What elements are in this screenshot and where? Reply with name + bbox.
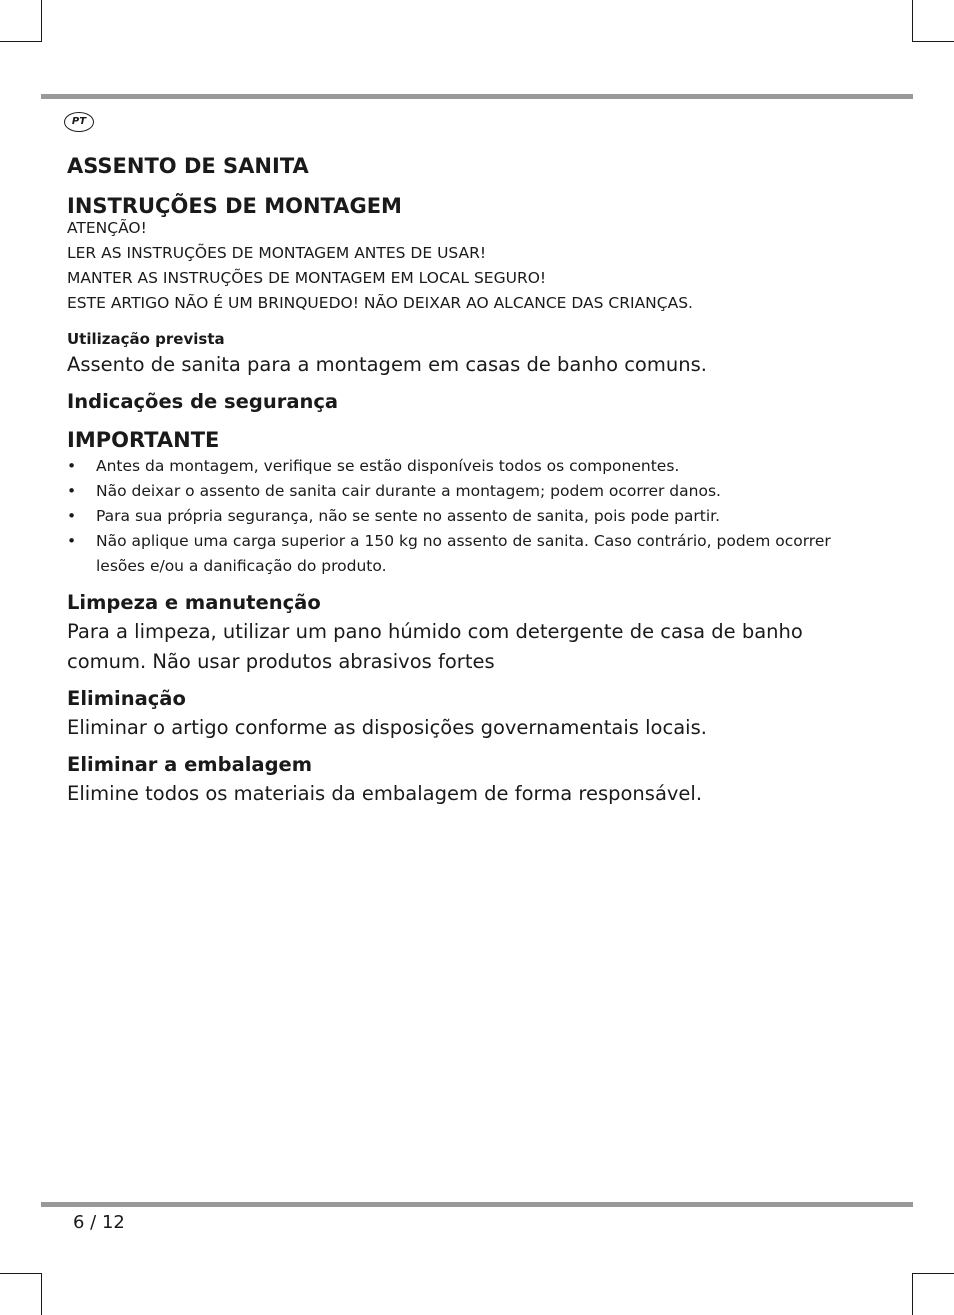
intended-use-text: Assento de sanita para a montagem em casas de banho comuns. [67,353,707,376]
crop-mark-bottom-left-h [0,1273,42,1274]
product-title: ASSENTO DE SANITA [67,154,309,178]
warning-line: MANTER AS INSTRUÇÕES DE MONTAGEM EM LOCAL SEGURO! [67,269,547,287]
warning-line: ATENÇÃO! [67,219,147,237]
crop-mark-bottom-right-v [912,1273,913,1315]
crop-mark-bottom-left-v [41,1273,42,1315]
safety-list [67,454,867,579]
safety-heading: Indicações de segurança [67,390,339,413]
list-item: • Não deixar o assento de sanita cair durante a montagem; podem ocorrer danos. [67,479,867,504]
instructions-title: INSTRUÇÕES DE MONTAGEM [67,194,402,218]
warning-line: ESTE ARTIGO NÃO É UM BRINQUEDO! NÃO DEIXAR AO ALCANCE DAS CRIANÇAS. [67,294,693,312]
crop-mark-top-left-h [0,41,42,42]
list-item: • Não aplique uma carga superior a 150 kg no assento de sanita. Caso contrário, podem ocorrer lesões e/ou a danificação do produto. [67,529,867,579]
warning-block [67,216,867,316]
packaging-text: Elimine todos os materiais da embalagem de forma responsável. [67,782,703,805]
crop-mark-bottom-right-h [912,1273,954,1274]
disposal-text: Eliminar o artigo conforme as disposições governamentais locais. [67,716,707,739]
cleaning-text: Para a limpeza, utilizar um pano húmido com detergente de casa de banho comum. Não usar produtos abrasivos fortes [67,620,803,673]
bottom-rule [41,1202,913,1207]
packaging-heading: Eliminar a embalagem [67,753,313,776]
important-heading: IMPORTANTE [67,428,220,452]
language-badge: PT [64,112,94,132]
disposal-heading: Eliminação [67,687,186,710]
list-item: • Para sua própria segurança, não se sente no assento de sanita, pois pode partir. [67,504,867,529]
warning-line: LER AS INSTRUÇÕES DE MONTAGEM ANTES DE USAR! [67,244,487,262]
cleaning-heading: Limpeza e manutenção [67,591,321,614]
page-content [67,152,867,809]
crop-mark-top-left-v [41,0,42,42]
top-rule [41,94,913,99]
intended-use-heading: Utilização prevista [67,330,225,348]
list-item: • Antes da montagem, verifique se estão disponíveis todos os componentes. [67,454,867,479]
crop-mark-top-right-h [912,41,954,42]
crop-mark-top-right-v [912,0,913,42]
page-number: 6 / 12 [73,1212,125,1233]
